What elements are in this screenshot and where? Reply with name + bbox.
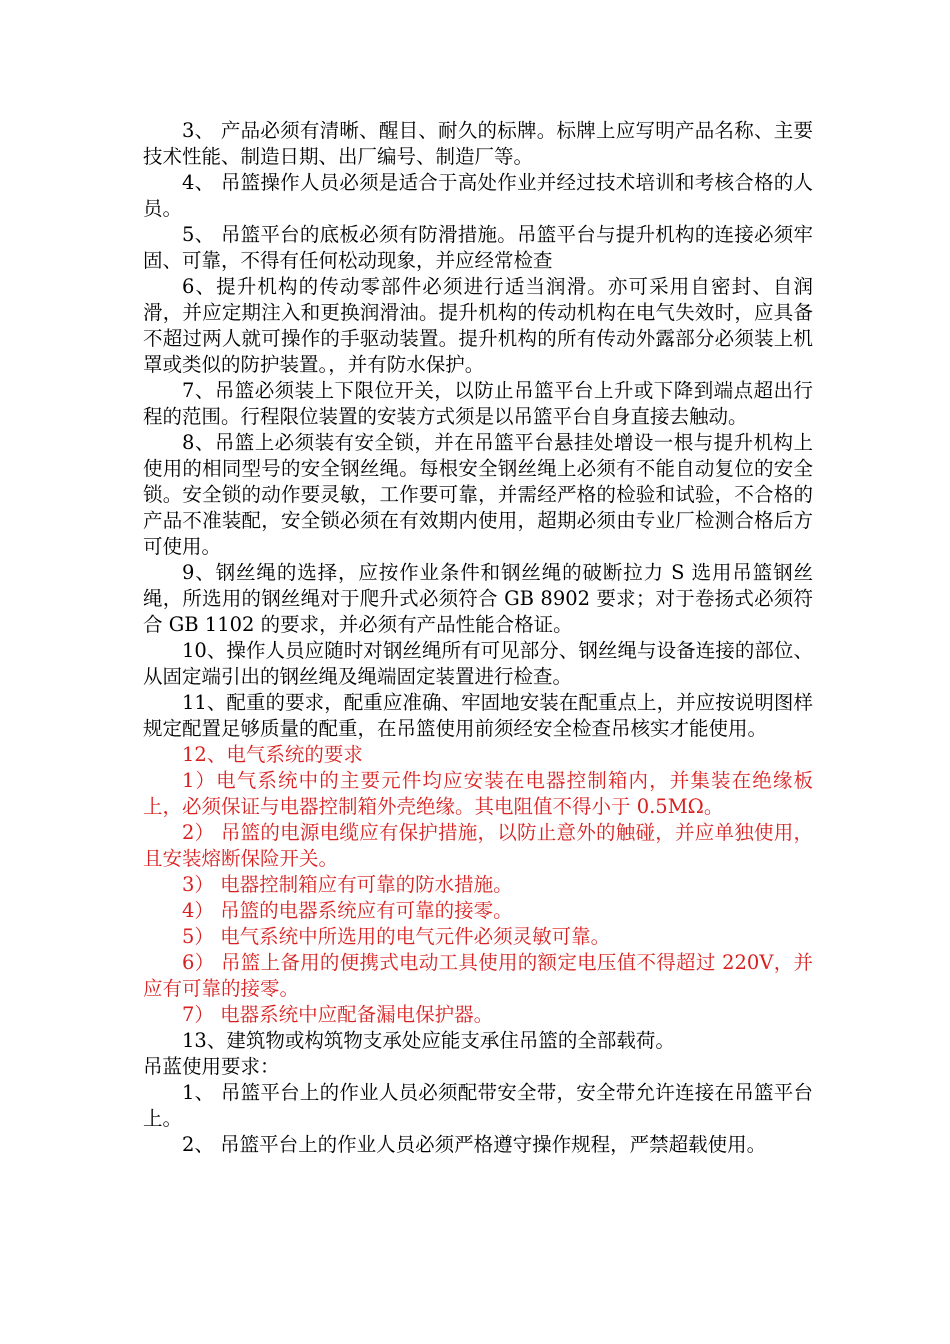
paragraph-item-6: 6、提升机构的传动零部件必须进行适当润滑。亦可采用自密封、自润滑，并应定期注入和更换润滑油。提升机构的传动机构在电气失效时，应具备不超过两人就可操作的手驱动装置。提升机构的所有传动外露部分必须装上机罩或类似的防护装置。，并有防水保护。 <box>143 275 813 376</box>
paragraph-item-10: 10、操作人员应随时对钢丝绳所有可见部分、钢丝绳与设备连接的部位、从固定端引出的钢丝绳及绳端固定装置进行检查。 <box>143 639 813 688</box>
electrical-item-2: 2） 吊篮的电源电缆应有保护措施，以防止意外的触碰，并应单独使用，且安装熔断保险开关。 <box>143 821 813 870</box>
usage-item-1: 1、 吊篮平台上的作业人员必须配带安全带，安全带允许连接在吊篮平台上。 <box>143 1081 813 1130</box>
electrical-section-heading: 12、电气系统的要求 <box>182 743 363 766</box>
electrical-item-3: 3） 电器控制箱应有可靠的防水措施。 <box>182 873 513 896</box>
electrical-item-6: 6） 吊篮上备用的便携式电动工具使用的额定电压值不得超过 220V，并应有可靠的接零。 <box>143 951 813 1000</box>
paragraph-item-8: 8、吊篮上必须装有安全锁，并在吊篮平台悬挂处增设一根与提升机构上使用的相同型号的安全钢丝绳。每根安全钢丝绳上必须有不能自动复位的安全锁。安全锁的动作要灵敏，工作要可靠，并需经严格的检验和试验，不合格的产品不准装配，安全锁必须在有效期内使用，超期必须由专业厂检测合格后方可使用。 <box>143 431 813 558</box>
electrical-item-5: 5） 电气系统中所选用的电气元件必须灵敏可靠。 <box>182 925 611 948</box>
paragraph-item-3: 3、 产品必须有清晰、醒目、耐久的标牌。标牌上应写明产品名称、主要技术性能、制造日期、出厂编号、制造厂等。 <box>143 119 813 168</box>
paragraph-item-11: 11、配重的要求，配重应准确、牢固地安装在配重点上，并应按说明图样规定配置足够质量的配重，在吊篮使用前须经安全检查吊核实才能使用。 <box>143 691 813 740</box>
paragraph-item-4: 4、 吊篮操作人员必须是适合于高处作业并经过技术培训和考核合格的人员。 <box>143 171 813 220</box>
paragraph-item-13: 13、建筑物或构筑物支承处应能支承住吊篮的全部载荷。 <box>182 1029 675 1052</box>
usage-requirements-heading: 吊蓝使用要求： <box>143 1055 280 1078</box>
electrical-item-7: 7） 电器系统中应配备漏电保护器。 <box>182 1003 494 1026</box>
usage-item-2: 2、 吊篮平台上的作业人员必须严格遵守操作规程，严禁超载使用。 <box>182 1133 767 1156</box>
paragraph-item-7: 7、吊篮必须装上下限位开关，以防止吊篮平台上升或下降到端点超出行程的范围。行程限位装置的安装方式须是以吊篮平台自身直接去触动。 <box>143 379 813 428</box>
electrical-item-1: 1）电气系统中的主要元件均应安装在电器控制箱内，并集装在绝缘板上，必须保证与电器控制箱外壳绝缘。其电阻值不得小于 0.5MΩ。 <box>143 769 813 818</box>
paragraph-item-5: 5、 吊篮平台的底板必须有防滑措施。吊篮平台与提升机构的连接必须牢固、可靠，不得有任何松动现象，并应经常检查 <box>143 223 813 272</box>
electrical-item-4: 4） 吊篮的电器系统应有可靠的接零。 <box>182 899 513 922</box>
document-body <box>143 118 813 1158</box>
paragraph-item-9: 9、钢丝绳的选择，应按作业条件和钢丝绳的破断拉力 S 选用吊篮钢丝绳，所选用的钢丝绳对于爬升式必须符合 GB 8902 要求；对于卷扬式必须符合 GB 1102 的要求，并必须有产品性能合格证。 <box>143 561 813 636</box>
